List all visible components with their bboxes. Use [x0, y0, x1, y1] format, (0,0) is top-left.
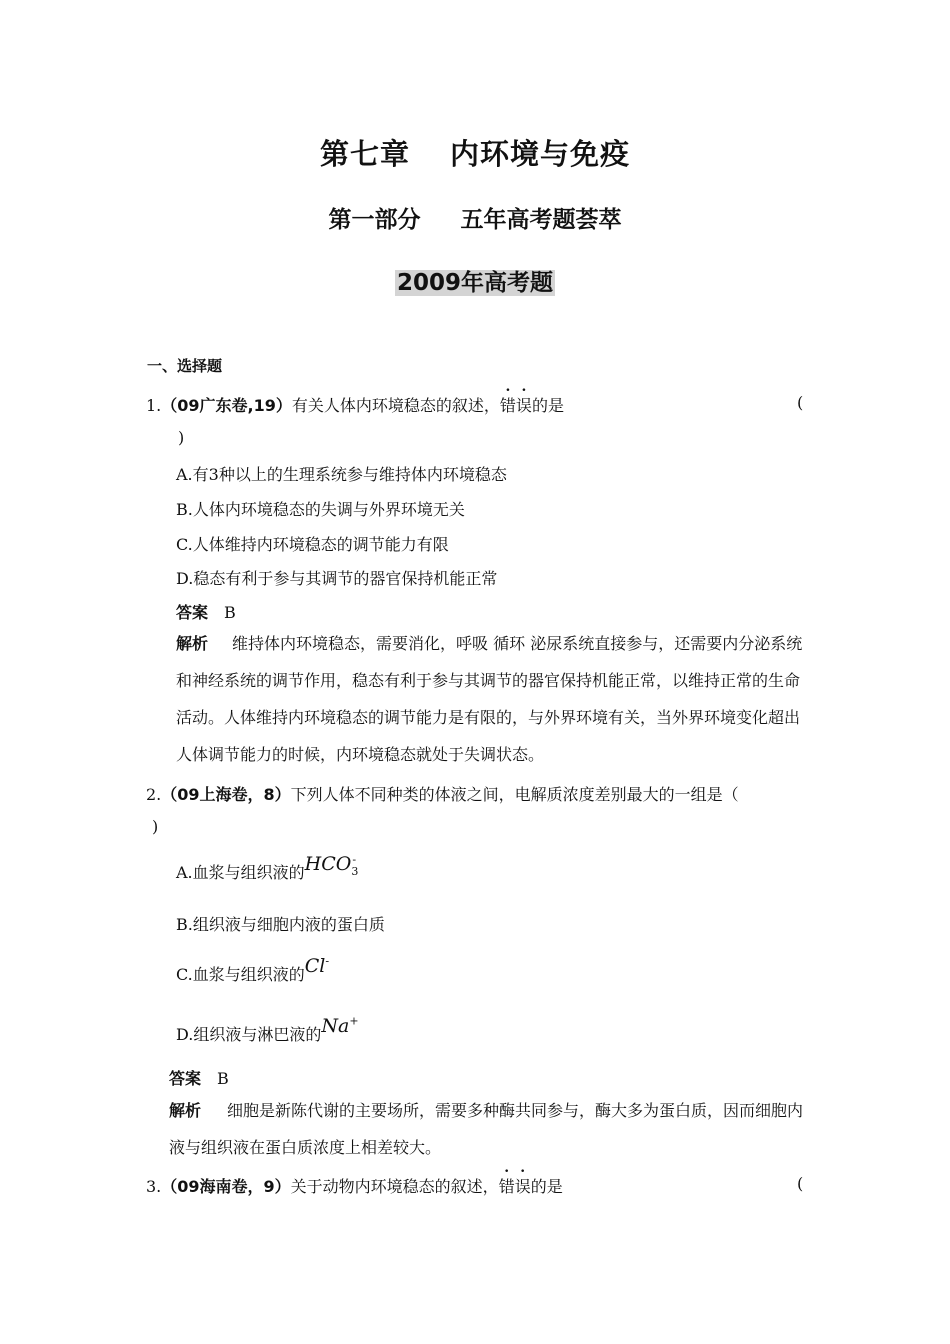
chem-symbol: Na — [321, 1015, 350, 1037]
option-c — [176, 954, 330, 985]
question-3-stem — [146, 1174, 563, 1197]
chem-superscript: - — [325, 954, 330, 968]
question-text: 关于动物内环境稳态的叙述， — [290, 1177, 499, 1196]
analysis-paragraph — [169, 1092, 809, 1166]
answer-paren-close: ) — [178, 428, 185, 447]
question-text: 有关人体内环境稳态的叙述， — [291, 396, 500, 415]
option-d: D.稳态有利于参与其调节的器官保持机能正常 — [176, 569, 498, 588]
chapter-name: 内环境与免疫 — [450, 137, 631, 171]
analysis-paragraph — [176, 625, 808, 773]
analysis-text: 维持体内环境稳态，需要消化，呼吸 循环 泌尿系统直接参与，还需要内分泌系统和神经系统的调节作用，稳态有利于参与其调节的器官保持机能正常，以维持正常的生命活动。人体维持内环境稳态的调节能力是有限的，与外界环境有关，当外界环境变化超出人体调节能力的时候，内环境稳态就处于失调状态。 — [176, 634, 803, 764]
emphasis-char: 错 — [498, 1177, 515, 1196]
question-number: 2. — [146, 785, 162, 804]
answer-label: 答案 — [169, 1069, 202, 1088]
part-title — [0, 201, 950, 234]
question-source: （09海南卷，9） — [161, 1177, 291, 1196]
question-text-end: 的是 — [531, 396, 564, 415]
answer-value: B — [224, 603, 236, 622]
question-source: （09上海卷，8） — [161, 785, 291, 804]
year-heading-text: 2009年高考题 — [396, 270, 553, 296]
chem-formula — [321, 1015, 358, 1037]
chem-symbol: Cl — [304, 955, 326, 977]
chapter-number: 第七章 — [319, 137, 410, 171]
analysis-label: 解析 — [176, 634, 209, 653]
option-a — [176, 852, 359, 886]
option-b: B.人体内环境稳态的失调与外界环境无关 — [176, 500, 465, 519]
option-text: C.血浆与组织液的 — [176, 965, 305, 984]
chem-superscript: + — [349, 1014, 359, 1028]
question-2-stem — [146, 782, 739, 805]
section-heading: 一、选择题 — [147, 357, 223, 375]
option-a: A.有3种以上的生理系统参与维持体内环境稳态 — [176, 465, 507, 484]
option-text: D.组织液与淋巴液的 — [176, 1025, 322, 1044]
emphasis-char: 误 — [515, 396, 532, 415]
question-1-stem — [146, 393, 564, 416]
chem-symbol: HCO — [304, 853, 352, 875]
chem-formula — [304, 852, 359, 878]
part-name: 五年高考题荟萃 — [460, 207, 622, 233]
emphasis-char: 误 — [514, 1177, 531, 1196]
chapter-title — [0, 132, 950, 173]
chem-formula — [305, 955, 329, 977]
chem-subscript: 3 — [351, 864, 359, 878]
part-number: 第一部分 — [328, 207, 421, 233]
answer-line — [169, 1066, 229, 1089]
option-text: A.血浆与组织液的 — [176, 863, 305, 882]
question-number: 3. — [146, 1177, 162, 1196]
answer-paren-open: ( — [797, 393, 804, 412]
answer-value: B — [217, 1069, 229, 1088]
option-b: B.组织液与细胞内液的蛋白质 — [176, 915, 385, 934]
question-text-end: 的是 — [530, 1177, 563, 1196]
year-heading — [0, 264, 950, 297]
answer-line — [176, 600, 236, 623]
answer-paren-open: ( — [797, 1174, 804, 1193]
chem-superscript: - — [352, 852, 357, 866]
option-d — [176, 1014, 359, 1045]
option-c: C.人体维持内环境稳态的调节能力有限 — [176, 535, 449, 554]
answer-label: 答案 — [176, 603, 209, 622]
question-number: 1. — [146, 396, 162, 415]
analysis-label: 解析 — [169, 1101, 202, 1120]
question-source: （09广东卷,19） — [161, 396, 292, 415]
answer-paren-close: ) — [152, 817, 159, 836]
question-text: 下列人体不同种类的体液之间，电解质浓度差别最大的一组是（ — [290, 785, 739, 804]
emphasis-char: 错 — [499, 396, 516, 415]
analysis-text: 细胞是新陈代谢的主要场所，需要多种酶共同参与，酶大多为蛋白质，因而细胞内液与组织液在蛋白质浓度上相差较大。 — [169, 1101, 804, 1157]
